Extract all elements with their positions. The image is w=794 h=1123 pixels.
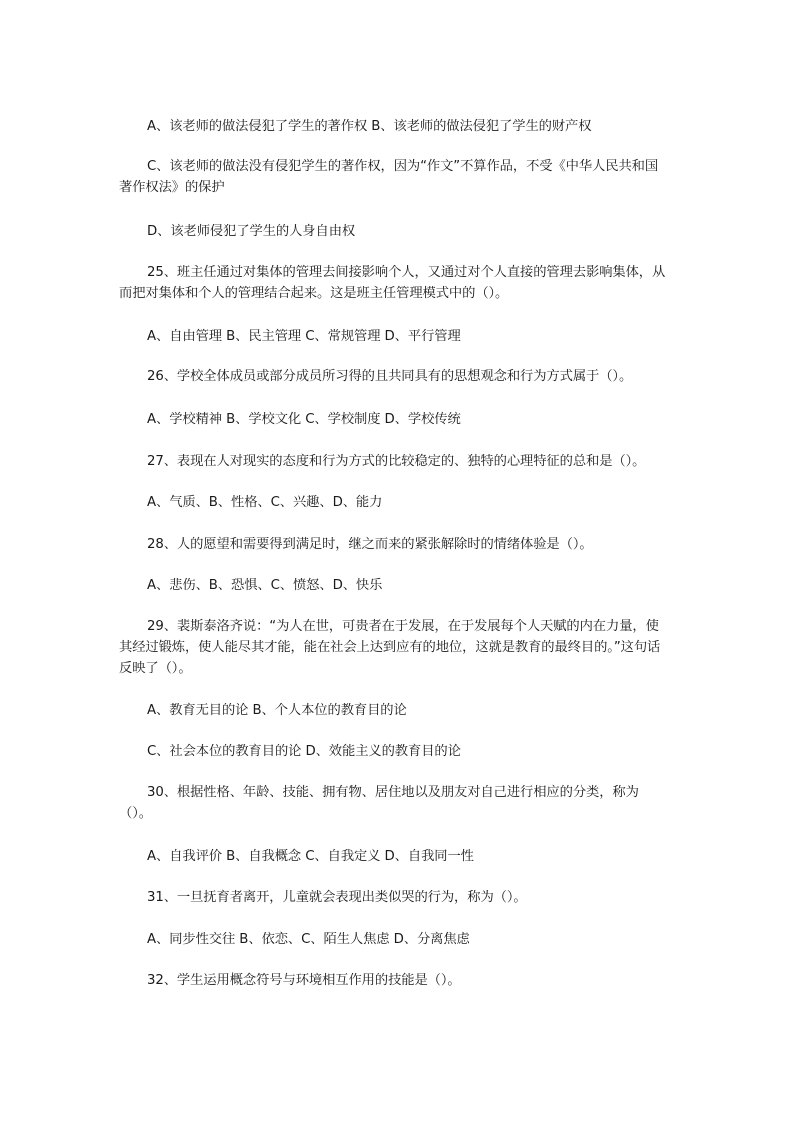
q28-options: A、悲伤、B、恐惧、C、愤怒、D、快乐 [147,578,383,593]
q25-question: 25、班主任通过对集体的管理去间接影响个人，又通过对个人直接的管理去影响集体，从而把对集体和个人的管理结合起来。这是班主任管理模式中的（）。 [119,265,666,301]
q32-question: 32、学生运用概念符号与环境相互作用的技能是（）。 [147,973,461,988]
q31-options: A、同步性交往 B、依恋、C、陌生人焦虑 D、分离焦虑 [147,932,470,947]
q27-question: 27、表现在人对现实的态度和行为方式的比较稳定的、独特的心理特征的总和是（）。 [147,454,646,469]
q24-options-ab: A、该老师的做法侵犯了学生的著作权 B、该老师的做法侵犯了学生的财产权 [147,119,592,134]
q28-question: 28、人的愿望和需要得到满足时，继之而来的紧张解除时的情绪体验是（）。 [147,537,593,552]
q29-options-ab: A、教育无目的论 B、个人本位的教育目的论 [147,703,407,718]
q24-option-c: C、该老师的做法没有侵犯学生的著作权，因为“作文”不算作品，不受《中华人民共和国著作权法》的保护 [119,159,659,195]
q26-question: 26、学校全体成员或部分成员所习得的且共同具有的思想观念和行为方式属于（）。 [147,369,633,384]
q29-options-cd: C、社会本位的教育目的论 D、效能主义的教育目的论 [147,744,461,759]
q26-options: A、学校精神 B、学校文化 C、学校制度 D、学校传统 [147,412,461,427]
q27-options: A、气质、B、性格、C、兴趣、D、能力 [147,495,383,510]
q24-option-d: D、该老师侵犯了学生的人身自由权 [147,224,356,239]
q29-question: 29、裴斯泰洛齐说：“为人在世，可贵者在于发展，在于发展每个人天赋的内在力量，使其经过锻炼，使人能尽其才能，能在社会上达到应有的地位，这就是教育的最终目的。”这句话反映了（）。 [119,619,661,676]
q30-options: A、自我评价 B、自我概念 C、自我定义 D、自我同一性 [147,849,474,864]
q25-options: A、自由管理 B、民主管理 C、常规管理 D、平行管理 [147,329,461,344]
q30-question: 30、根据性格、年龄、技能、拥有物、居住地以及朋友对自己进行相应的分类，称为（）。 [119,785,639,821]
q31-question: 31、一旦抚育者离开，儿童就会表现出类似哭的行为，称为（）。 [147,890,527,905]
